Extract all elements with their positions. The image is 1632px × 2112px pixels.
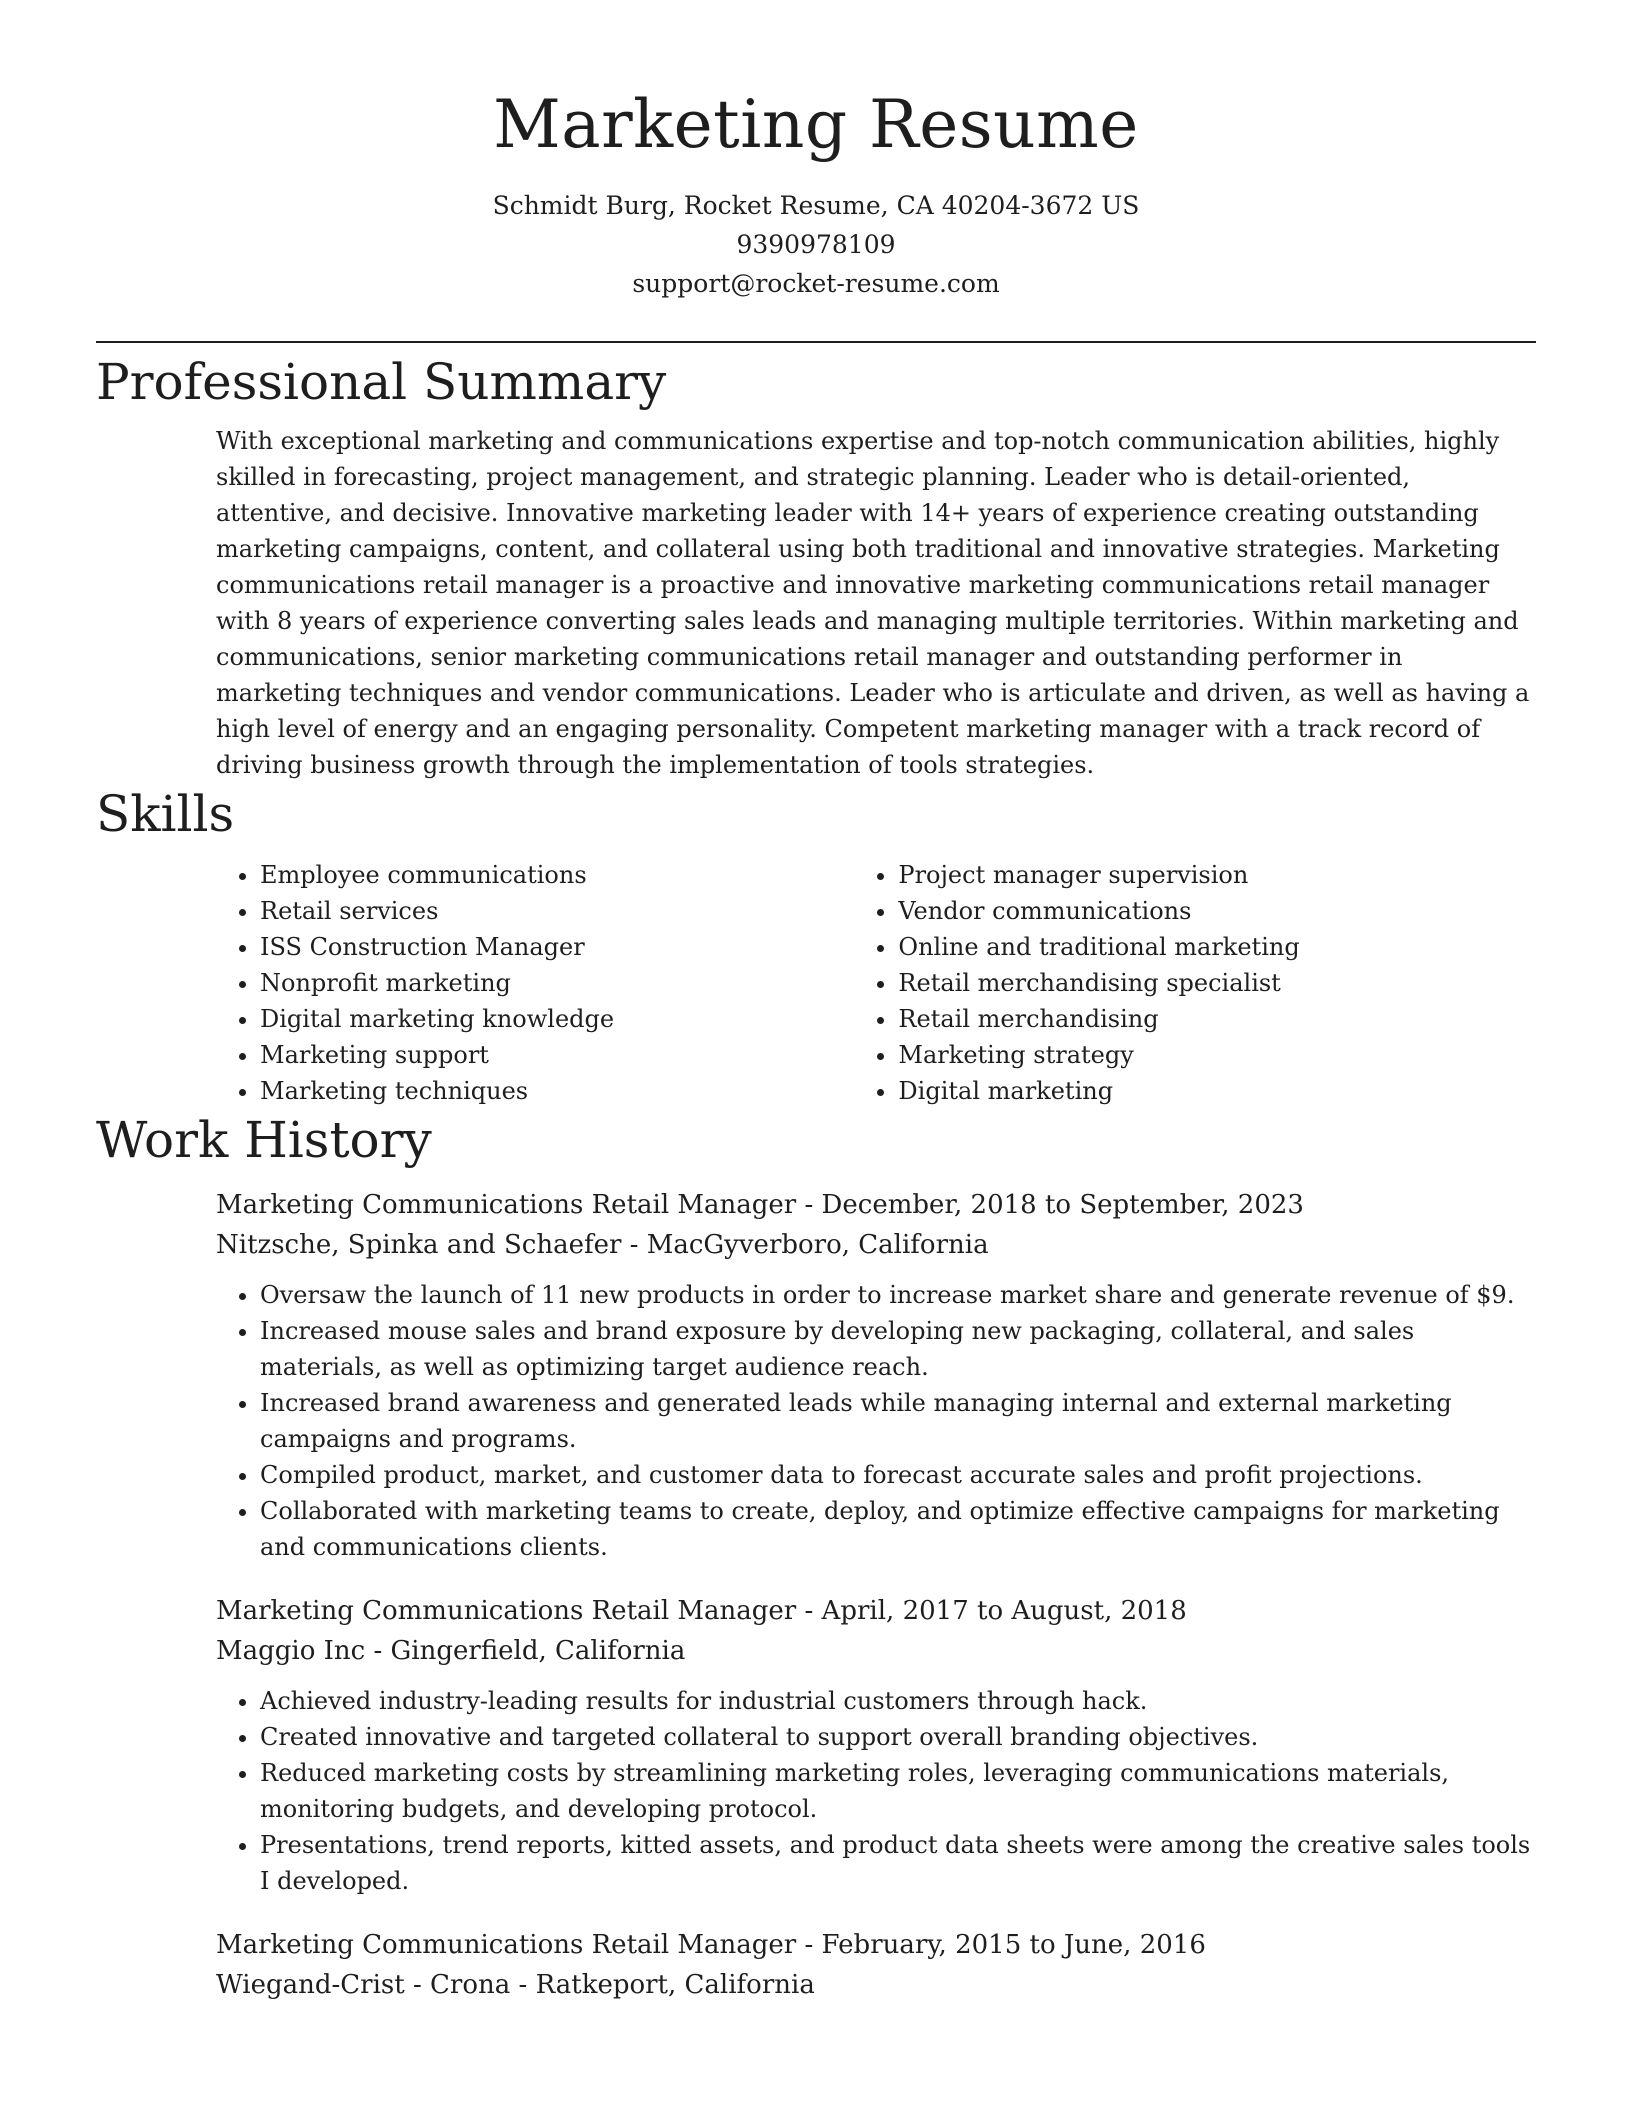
skill-item: • Project manager supervision: [898, 857, 1536, 893]
job-entry: [216, 1591, 1536, 1899]
job-title-dates: Marketing Communications Retail Manager - December, 2018 to September, 2023: [216, 1190, 1304, 1220]
skills-column-left: [216, 857, 854, 1109]
job-bullets: [216, 1277, 1540, 1565]
job-entry: [216, 1925, 1536, 2005]
contact-block: [96, 186, 1536, 303]
job-company-location: Nitzsche, Spinka and Schaefer - MacGyverboro, California: [216, 1230, 989, 1260]
skills-heading: Skills: [96, 785, 235, 843]
skill-item: • Retail merchandising: [898, 1001, 1536, 1037]
job-bullet: • Created innovative and targeted collateral to support overall branding objectives.: [260, 1719, 1540, 1755]
skills-list: [216, 857, 1536, 1109]
resume-name: Marketing Resume: [493, 86, 1139, 163]
job-entry: [216, 1185, 1536, 1565]
contact-email: support@rocket-resume.com: [632, 269, 1000, 298]
contact-address: Schmidt Burg, Rocket Resume, CA 40204-3672 US: [492, 191, 1140, 220]
skill-item: • Marketing techniques: [260, 1073, 854, 1109]
job-bullet: • Reduced marketing costs by streamlining marketing roles, leveraging communications materials, monitoring budgets, and developing protocol.: [260, 1755, 1540, 1827]
job-bullets: [216, 1683, 1540, 1899]
resume-header: [96, 0, 1536, 303]
job-title-dates: Marketing Communications Retail Manager - February, 2015 to June, 2016: [216, 1930, 1206, 1960]
skill-item: • Retail services: [260, 893, 854, 929]
skill-item: • Digital marketing knowledge: [260, 1001, 854, 1037]
job-title-dates: Marketing Communications Retail Manager - April, 2017 to August, 2018: [216, 1596, 1187, 1626]
skill-item: • Online and traditional marketing: [898, 929, 1536, 965]
skill-item: • Marketing support: [260, 1037, 854, 1073]
contact-phone: 9390978109: [736, 230, 896, 259]
job-bullet: • Oversaw the launch of 11 new products in order to increase market share and generate revenue of $9.: [260, 1277, 1540, 1313]
job-bullet: • Collaborated with marketing teams to create, deploy, and optimize effective campaigns for marketing and communications clients.: [260, 1493, 1540, 1565]
skill-item: • ISS Construction Manager: [260, 929, 854, 965]
job-bullet: • Compiled product, market, and customer data to forecast accurate sales and profit projections.: [260, 1457, 1540, 1493]
summary-heading: Professional Summary: [96, 353, 667, 411]
work-history-heading: Work History: [96, 1111, 432, 1169]
skill-item: • Nonprofit marketing: [260, 965, 854, 1001]
summary-text: With exceptional marketing and communications expertise and top-notch communication abilities, highly skilled in forecasting, project management, and strategic planning. Leader who is detail-oriented, attentive, and decisive. Innovative marketing leader with 14+ years of experience creating outstanding marketing campaigns, content, and collateral using both traditional and innovative strategies. Marketing communications retail manager is a proactive and innovative marketing communications retail manager with 8 years of experience converting sales leads and managing multiple territories. Within marketing and communications, senior marketing communications retail manager and outstanding performer in marketing techniques and vendor communications. Leader who is articulate and driven, as well as having a high level of energy and an engaging personality. Competent marketing manager with a track record of driving business growth through the implementation of tools strategies.: [216, 427, 1530, 779]
job-bullet: • Presentations, trend reports, kitted assets, and product data sheets were among the creative sales tools I developed.: [260, 1827, 1540, 1899]
job-bullet: • Achieved industry-leading results for industrial customers through hack.: [260, 1683, 1540, 1719]
job-company-location: Wiegand-Crist - Crona - Ratkeport, California: [216, 1970, 815, 2000]
job-bullet: • Increased brand awareness and generated leads while managing internal and external marketing campaigns and programs.: [260, 1385, 1540, 1457]
skill-item: • Vendor communications: [898, 893, 1536, 929]
header-divider: [96, 341, 1536, 343]
job-bullet: • Increased mouse sales and brand exposure by developing new packaging, collateral, and sales materials, as well as optimizing target audience reach.: [260, 1313, 1540, 1385]
skill-item: • Marketing strategy: [898, 1037, 1536, 1073]
skill-item: • Employee communications: [260, 857, 854, 893]
resume-page: [96, 0, 1536, 2005]
job-company-location: Maggio Inc - Gingerfield, California: [216, 1636, 686, 1666]
skills-column-right: [854, 857, 1536, 1109]
skill-item: • Retail merchandising specialist: [898, 965, 1536, 1001]
skill-item: • Digital marketing: [898, 1073, 1536, 1109]
